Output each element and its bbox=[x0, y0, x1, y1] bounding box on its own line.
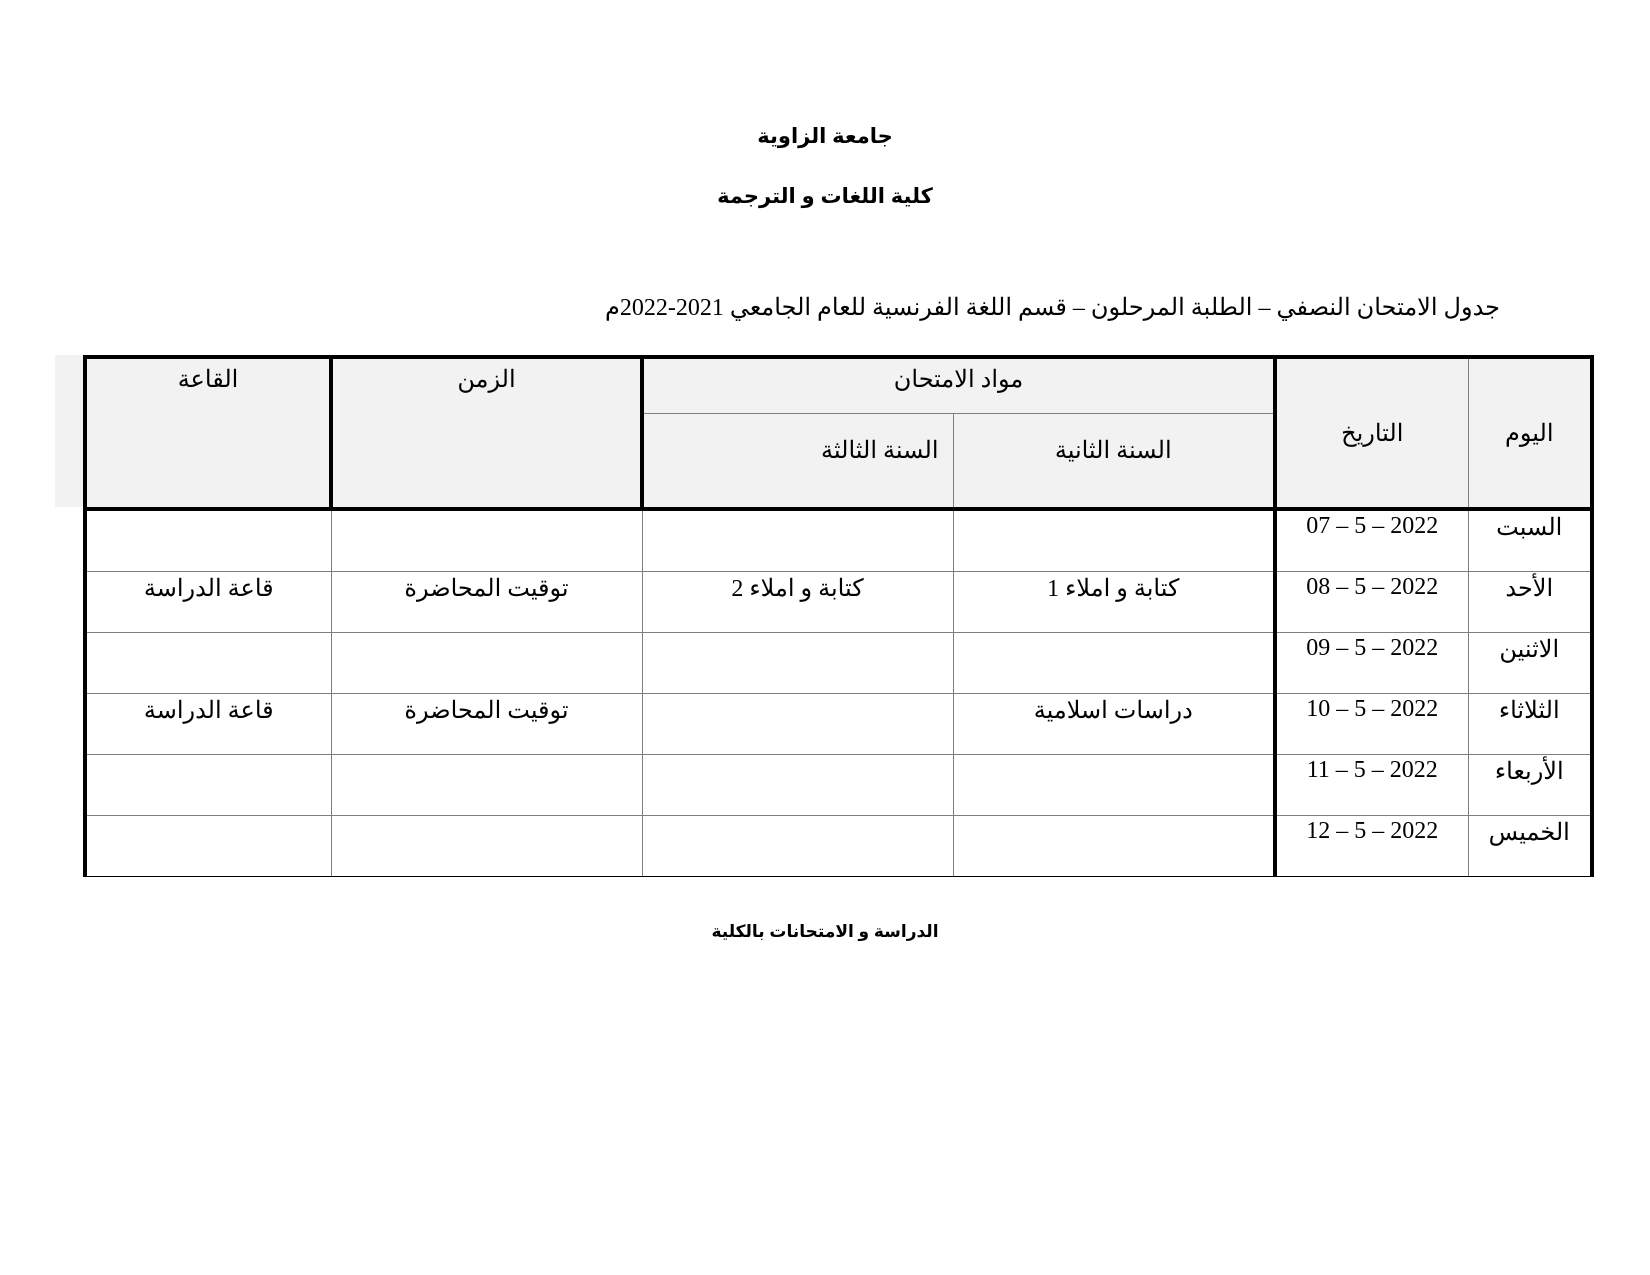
cell-day: السبت bbox=[1468, 509, 1592, 572]
table-row bbox=[85, 755, 1592, 816]
cell-day: الخميس bbox=[1468, 816, 1592, 877]
header-exam-subjects: مواد الامتحان bbox=[642, 357, 1275, 413]
header-day: اليوم bbox=[1468, 357, 1592, 509]
cell-day: الأحد bbox=[1468, 572, 1592, 633]
header-third-year: السنة الثالثة bbox=[642, 413, 953, 509]
cell-time bbox=[331, 816, 642, 877]
university-title: جامعة الزاوية bbox=[757, 125, 893, 148]
header-time: الزمن bbox=[331, 357, 642, 509]
cell-third-year bbox=[642, 509, 953, 572]
cell-hall bbox=[85, 509, 331, 572]
cell-day: الثلاثاء bbox=[1468, 694, 1592, 755]
header-second-year: السنة الثانية bbox=[953, 413, 1275, 509]
cell-hall bbox=[85, 816, 331, 877]
cell-hall bbox=[85, 633, 331, 694]
table-row bbox=[85, 572, 1592, 633]
cell-day: الاثنين bbox=[1468, 633, 1592, 694]
cell-second-year: دراسات اسلامية bbox=[953, 694, 1275, 755]
cell-time: توقيت المحاضرة bbox=[331, 572, 642, 633]
table-row bbox=[85, 509, 1592, 572]
cell-hall: قاعة الدراسة bbox=[85, 572, 331, 633]
cell-second-year: كتابة و املاء 1 bbox=[953, 572, 1275, 633]
cell-time bbox=[331, 633, 642, 694]
exam-schedule-table bbox=[83, 355, 1594, 877]
cell-time bbox=[331, 509, 642, 572]
cell-hall bbox=[85, 755, 331, 816]
cell-time: توقيت المحاضرة bbox=[331, 694, 642, 755]
cell-third-year bbox=[642, 816, 953, 877]
schedule-subtitle: جدول الامتحان النصفي – الطلبة المرحلون – قسم اللغة الفرنسية للعام الجامعي 2021-2022م bbox=[604, 295, 1500, 321]
cell-third-year bbox=[642, 633, 953, 694]
table-row bbox=[85, 816, 1592, 877]
cell-second-year bbox=[953, 816, 1275, 877]
cell-second-year bbox=[953, 509, 1275, 572]
cell-date: 11 – 5 – 2022 bbox=[1275, 755, 1468, 816]
cell-third-year bbox=[642, 694, 953, 755]
cell-date: 07 – 5 – 2022 bbox=[1275, 509, 1468, 572]
footer-signature: الدراسة و الامتحانات بالكلية bbox=[711, 922, 939, 941]
cell-day: الأربعاء bbox=[1468, 755, 1592, 816]
header-date: التاريخ bbox=[1275, 357, 1468, 509]
cell-time bbox=[331, 755, 642, 816]
cell-date: 08 – 5 – 2022 bbox=[1275, 572, 1468, 633]
cell-hall: قاعة الدراسة bbox=[85, 694, 331, 755]
cell-third-year: كتابة و املاء 2 bbox=[642, 572, 953, 633]
table-row bbox=[85, 633, 1592, 694]
table-row bbox=[85, 694, 1592, 755]
cell-date: 12 – 5 – 2022 bbox=[1275, 816, 1468, 877]
cell-third-year bbox=[642, 755, 953, 816]
faculty-title: كلية اللغات و الترجمة bbox=[717, 185, 933, 208]
header-hall: القاعة bbox=[85, 357, 331, 509]
cell-second-year bbox=[953, 755, 1275, 816]
cell-second-year bbox=[953, 633, 1275, 694]
cell-date: 09 – 5 – 2022 bbox=[1275, 633, 1468, 694]
cell-date: 10 – 5 – 2022 bbox=[1275, 694, 1468, 755]
